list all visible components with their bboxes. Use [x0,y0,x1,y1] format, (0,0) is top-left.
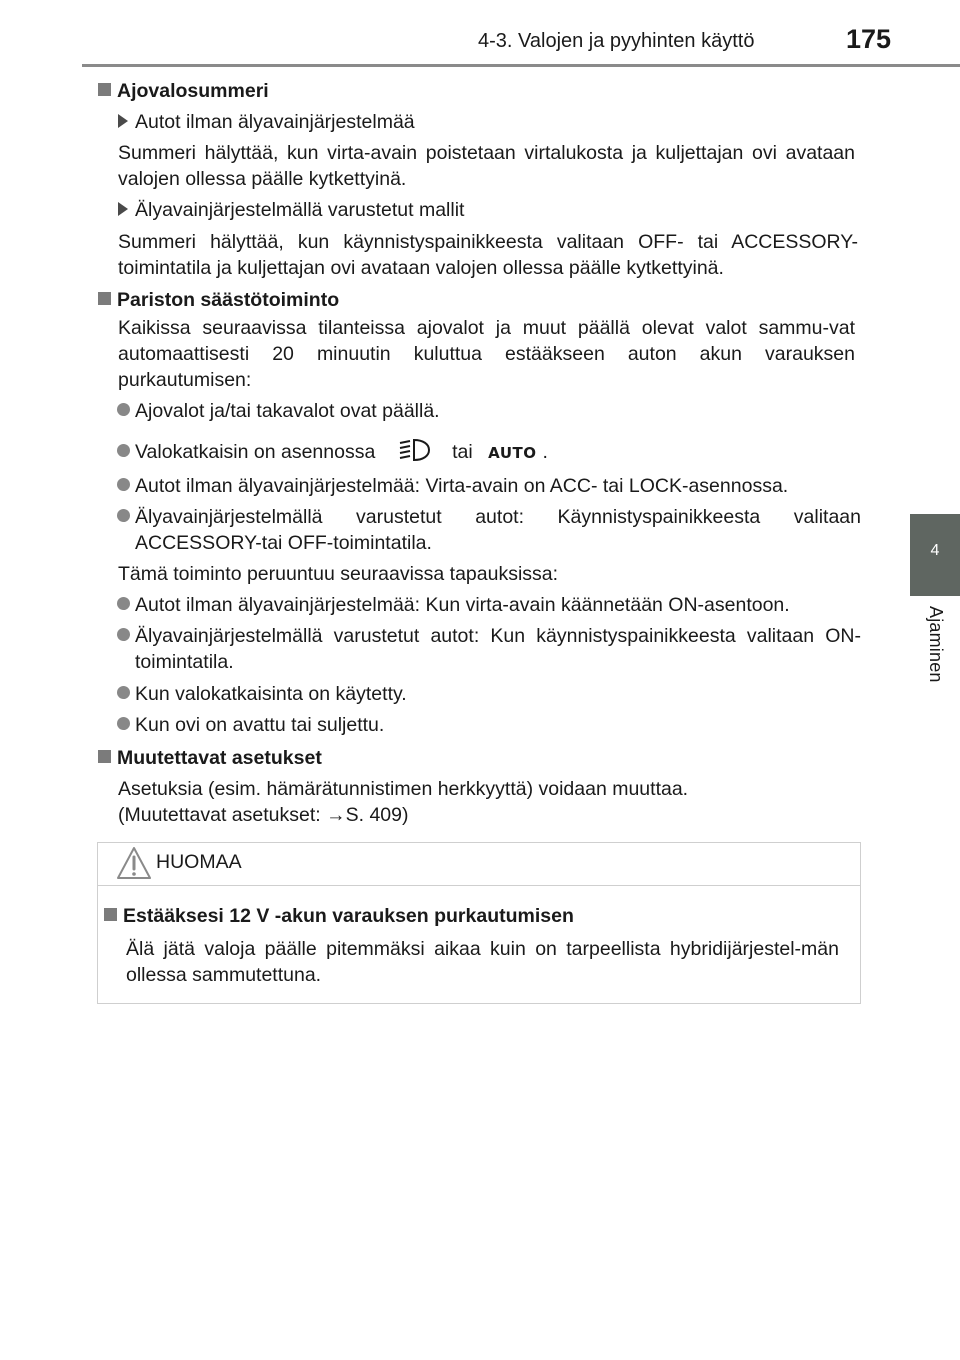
triangle-bullet-icon [118,114,128,128]
chapter-label: Ajaminen [926,606,946,683]
section-heading-battery: Pariston säästötoiminto [98,287,339,313]
notice-box [97,842,861,1004]
page-number: 175 [846,24,892,54]
list-item: Kun valokatkaisinta on käytetty. [117,681,407,707]
list-item: Kun ovi on avattu tai suljettu. [117,712,384,738]
list-item [117,623,135,649]
round-bullet-icon [117,444,130,457]
header-divider [82,64,960,67]
round-bullet-icon [117,509,130,522]
notice-header [98,843,860,886]
list-item: Autot ilman älyavainjärjestelmää: Virta-avain on ACC- tai LOCK-asennossa. [117,473,788,499]
square-bullet-icon [98,83,111,96]
square-bullet-icon [104,908,117,921]
subheading-smartkey: Älyavainjärjestelmällä varustetut mallit [118,197,464,223]
round-bullet-icon [117,478,130,491]
headlight-icon [397,437,433,470]
notice-label: HUOMAA [156,851,242,873]
round-bullet-icon [117,686,130,699]
section-heading-settings: Muutettavat asetukset [98,745,322,771]
triangle-bullet-icon [118,202,128,216]
subheading-no-smartkey: Autot ilman älyavainjärjestelmää [118,109,415,135]
warning-triangle-icon [116,845,152,886]
paragraph-buzzer-2: Summeri hälyttää, kun käynnistyspainikkeesta valitaan OFF- tai ACCESSORY-toimintatila ja kuljettajan ovi avataan valojen ollessa päälle kytkettyinä. [118,231,858,279]
list-item-text: Älyavainjärjestelmällä varustetut autot: Kun käynnistyspainikkeesta valitaan ON-toimintatila. [135,625,861,673]
section-heading-buzzer: Ajovalosummeri [98,78,269,104]
auto-mode-icon: AUTO [488,444,537,462]
square-bullet-icon [98,750,111,763]
notice-title: Estääksesi 12 V -akun varauksen purkautumisen [104,903,574,929]
round-bullet-icon [117,597,130,610]
round-bullet-icon [117,403,130,416]
paragraph-settings-2[interactable]: (Muutettavat asetukset: →S. 409) [118,804,409,826]
list-item: Autot ilman älyavainjärjestelmää: Kun virta-avain käännetään ON-asentoon. [117,592,790,618]
round-bullet-icon [117,717,130,730]
list-item-text: Älyavainjärjestelmällä varustetut autot: Käynnistyspainikkeesta valitaan ACCESSORY-tai OFF-toimintatila. [135,506,861,554]
list-item: Valokatkaisin on asennossa tai AUTO . [117,437,548,470]
paragraph-buzzer-1: Summeri hälyttää, kun virta-avain poistetaan virtalukosta ja kuljettajan ovi avataan valojen ollessa päälle kytkettyinä. [118,142,855,190]
square-bullet-icon [98,292,111,305]
paragraph-battery-intro: Kaikissa seuraavissa tilanteissa ajovalot ja muut päällä olevat valot sammu-vat automaattisesti 20 minuutin kuluttua estääkseen auton akun varauksen purkautumisen: [118,317,855,391]
list-item [117,504,135,530]
paragraph-cancel-intro: Tämä toiminto peruuntuu seuraavissa tapauksissa: [118,563,559,585]
round-bullet-icon [117,628,130,641]
header-section-title: 4-3. Valojen ja pyyhinten käyttö [478,30,755,52]
paragraph-settings-1: Asetuksia (esim. hämärätunnistimen herkkyyttä) voidaan muuttaa. [118,778,689,800]
list-item: Ajovalot ja/tai takavalot ovat päällä. [117,398,440,424]
chapter-tab[interactable]: 4 [910,514,960,596]
notice-text: Älä jätä valoja päälle pitemmäksi aikaa kuin on tarpeellista hybridijärjestel-män ollessa sammutettuna. [126,938,839,986]
